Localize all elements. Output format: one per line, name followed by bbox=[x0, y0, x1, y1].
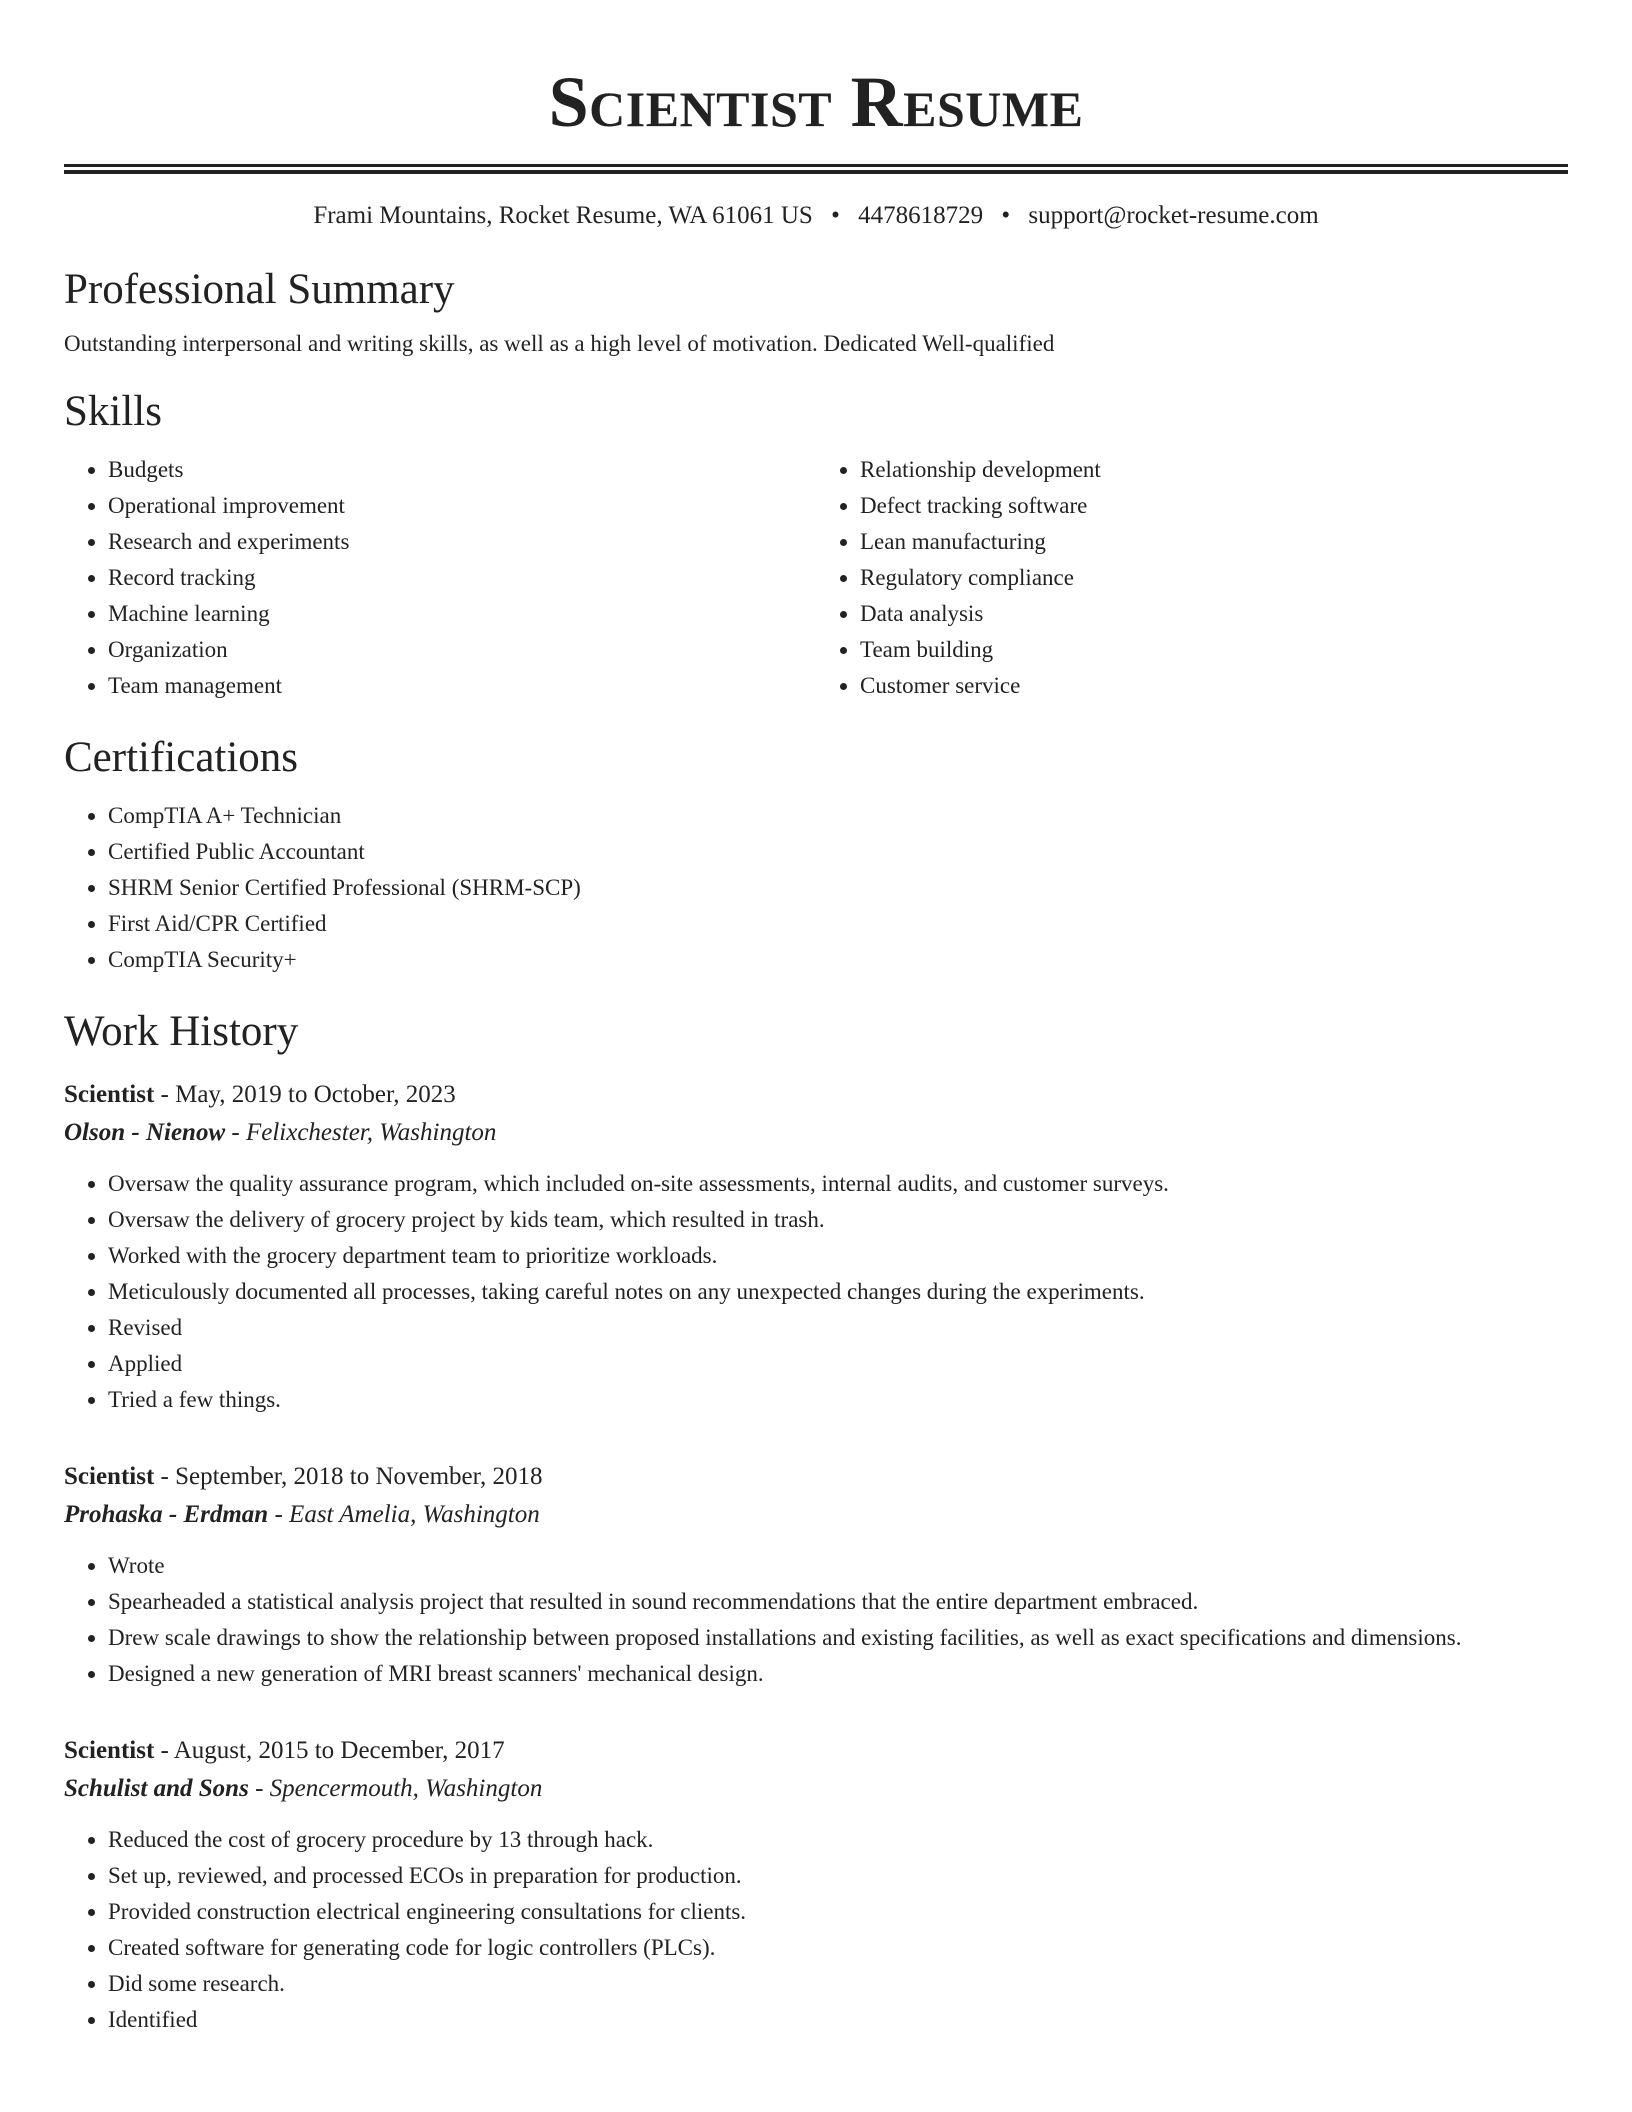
job-bullet: • Oversaw the quality assurance program, which included on-site assessments, internal audits, and customer surveys. bbox=[108, 1166, 1568, 1202]
contact-line bbox=[64, 200, 1568, 232]
job-company: Prohaska - Erdman bbox=[64, 1501, 269, 1528]
job-bullet: • Provided construction electrical engineering consultations for clients. bbox=[108, 1894, 1568, 1930]
contact-address: Frami Mountains, Rocket Resume, WA 61061 US bbox=[313, 202, 813, 229]
job-company-line bbox=[64, 1770, 1568, 1808]
skills-column-left bbox=[64, 452, 816, 704]
skill-item: • Lean manufacturing bbox=[860, 524, 1568, 560]
job-dates: - May, 2019 to October, 2023 bbox=[154, 1081, 456, 1108]
job-bullet-list bbox=[64, 1548, 1568, 1692]
job-bullet: • Revised bbox=[108, 1310, 1568, 1346]
job-company-line bbox=[64, 1496, 1568, 1534]
skill-item: • Operational improvement bbox=[108, 488, 816, 524]
contact-email: support@rocket-resume.com bbox=[1028, 202, 1319, 229]
job-dates: - September, 2018 to November, 2018 bbox=[154, 1463, 543, 1490]
job-title: Scientist bbox=[64, 1081, 155, 1108]
certification-item: • SHRM Senior Certified Professional (SHRM-SCP) bbox=[108, 870, 1568, 906]
certification-item: • Certified Public Accountant bbox=[108, 834, 1568, 870]
job-bullet: • Drew scale drawings to show the relationship between proposed installations and existing facilities, as well as exact specifications and dimensions. bbox=[108, 1620, 1568, 1656]
skills-grid bbox=[64, 452, 1568, 704]
title-divider bbox=[64, 164, 1568, 174]
job-entry bbox=[64, 1076, 1568, 1418]
job-bullet: • Reduced the cost of grocery procedure by 13 through hack. bbox=[108, 1822, 1568, 1858]
job-dates: - August, 2015 to December, 2017 bbox=[154, 1737, 505, 1764]
job-bullet: • Meticulously documented all processes, taking careful notes on any unexpected changes during the experiments. bbox=[108, 1274, 1568, 1310]
job-bullet: • Did some research. bbox=[108, 1966, 1568, 2002]
skill-item: • Team building bbox=[860, 632, 1568, 668]
certification-item: • First Aid/CPR Certified bbox=[108, 906, 1568, 942]
job-entry bbox=[64, 1458, 1568, 1692]
job-bullet: • Identified bbox=[108, 2002, 1568, 2038]
job-bullet: • Designed a new generation of MRI breast scanners' mechanical design. bbox=[108, 1656, 1568, 1692]
skill-item: • Machine learning bbox=[108, 596, 816, 632]
job-title: Scientist bbox=[64, 1463, 155, 1490]
skill-item: • Team management bbox=[108, 668, 816, 704]
job-location: - Felixchester, Washington bbox=[225, 1119, 497, 1146]
contact-separator: • bbox=[1001, 202, 1011, 229]
job-company: Olson - Nienow bbox=[64, 1119, 226, 1146]
job-location: - Spencermouth, Washington bbox=[248, 1775, 543, 1802]
job-bullet: • Spearheaded a statistical analysis project that resulted in sound recommendations that the entire department embraced. bbox=[108, 1584, 1568, 1620]
job-title-line bbox=[64, 1076, 1568, 1114]
job-company: Schulist and Sons bbox=[64, 1775, 249, 1802]
job-bullet: • Wrote bbox=[108, 1548, 1568, 1584]
job-bullet-list bbox=[64, 1822, 1568, 2038]
summary-heading: Professional Summary bbox=[64, 266, 455, 313]
job-bullet-list bbox=[64, 1166, 1568, 1418]
skill-item: • Relationship development bbox=[860, 452, 1568, 488]
job-location: - East Amelia, Washington bbox=[268, 1501, 540, 1528]
job-title-line bbox=[64, 1458, 1568, 1496]
certifications-heading: Certifications bbox=[64, 734, 299, 781]
contact-phone: 4478618729 bbox=[858, 202, 984, 229]
skill-item: • Research and experiments bbox=[108, 524, 816, 560]
job-bullet: • Applied bbox=[108, 1346, 1568, 1382]
job-title-line bbox=[64, 1732, 1568, 1770]
certification-item: • CompTIA A+ Technician bbox=[108, 798, 1568, 834]
summary-text: Outstanding interpersonal and writing skills, as well as a high level of motivation. Dedicated Well-qualified bbox=[64, 331, 1055, 356]
work-history-heading: Work History bbox=[64, 1008, 299, 1055]
skill-item: • Budgets bbox=[108, 452, 816, 488]
skill-item: • Record tracking bbox=[108, 560, 816, 596]
resume-title: Scientist Resume bbox=[548, 62, 1084, 142]
skills-column-right bbox=[816, 452, 1568, 704]
job-bullet: • Created software for generating code for logic controllers (PLCs). bbox=[108, 1930, 1568, 1966]
job-bullet: • Worked with the grocery department team to prioritize workloads. bbox=[108, 1238, 1568, 1274]
job-bullet: • Tried a few things. bbox=[108, 1382, 1568, 1418]
job-title: Scientist bbox=[64, 1737, 155, 1764]
job-bullet: • Oversaw the delivery of grocery project by kids team, which resulted in trash. bbox=[108, 1202, 1568, 1238]
skill-item: • Customer service bbox=[860, 668, 1568, 704]
skill-item: • Data analysis bbox=[860, 596, 1568, 632]
job-bullet: • Set up, reviewed, and processed ECOs in preparation for production. bbox=[108, 1858, 1568, 1894]
certifications-list bbox=[64, 798, 1568, 978]
contact-separator: • bbox=[831, 202, 840, 229]
skill-item: • Regulatory compliance bbox=[860, 560, 1568, 596]
skills-heading: Skills bbox=[64, 388, 162, 435]
job-company-line bbox=[64, 1114, 1568, 1152]
skill-item: • Defect tracking software bbox=[860, 488, 1568, 524]
skill-item: • Organization bbox=[108, 632, 816, 668]
certification-item: • CompTIA Security+ bbox=[108, 942, 1568, 978]
job-entry bbox=[64, 1732, 1568, 2038]
